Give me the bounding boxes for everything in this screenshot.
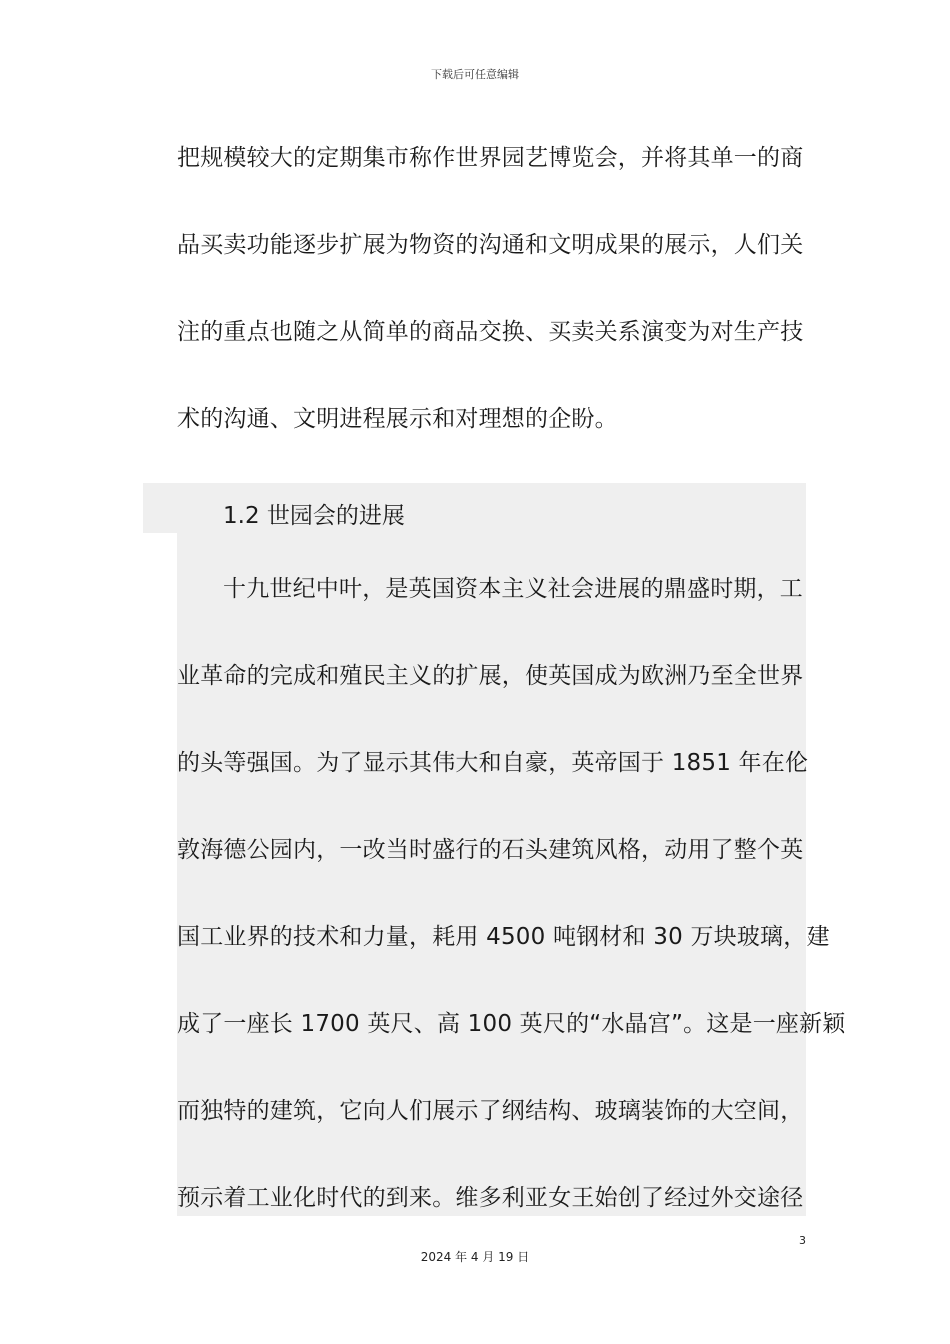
page-number: 3 (799, 1234, 806, 1247)
paragraph-line: 十九世纪中叶，是英国资本主义社会进展的鼎盛时期，工 (223, 576, 803, 602)
paragraph-line: 的头等强国。为了显示其伟大和自豪，英帝国于 1851 年在伦 (177, 750, 809, 776)
paragraph-line: 成了一座长 1700 英尺、高 100 英尺的“水晶宫”。这是一座新颖 (177, 1011, 846, 1037)
paragraph-line: 注的重点也随之从简单的商品交换、买卖关系演变为对生产技 (177, 319, 804, 345)
section-heading: 1.2 世园会的进展 (223, 503, 405, 529)
paragraph-line: 预示着工业化时代的到来。维多利亚女王始创了经过外交途径 (177, 1185, 804, 1211)
paragraph-line: 敦海德公园内，一改当时盛行的石头建筑风格，动用了整个英 (177, 837, 804, 863)
paragraph-line: 术的沟通、文明进程展示和对理想的企盼。 (177, 406, 618, 432)
paragraph-line: 而独特的建筑，它向人们展示了纲结构、玻璃装饰的大空间， (177, 1098, 804, 1124)
paragraph-line: 品买卖功能逐步扩展为物资的沟通和文明成果的展示，人们关 (177, 232, 804, 258)
footer-date: 2024 年 4 月 19 日 (420, 1250, 530, 1264)
header-note: 下载后可任意编辑 (431, 68, 519, 81)
paragraph-line: 国工业界的技术和力量，耗用 4500 吨钢材和 30 万块玻璃，建 (177, 924, 830, 950)
paragraph-line: 业革命的完成和殖民主义的扩展，使英国成为欧洲乃至全世界 (177, 663, 804, 689)
paragraph-line: 把规模较大的定期集市称作世界园艺博览会，并将其单一的商 (177, 145, 804, 171)
